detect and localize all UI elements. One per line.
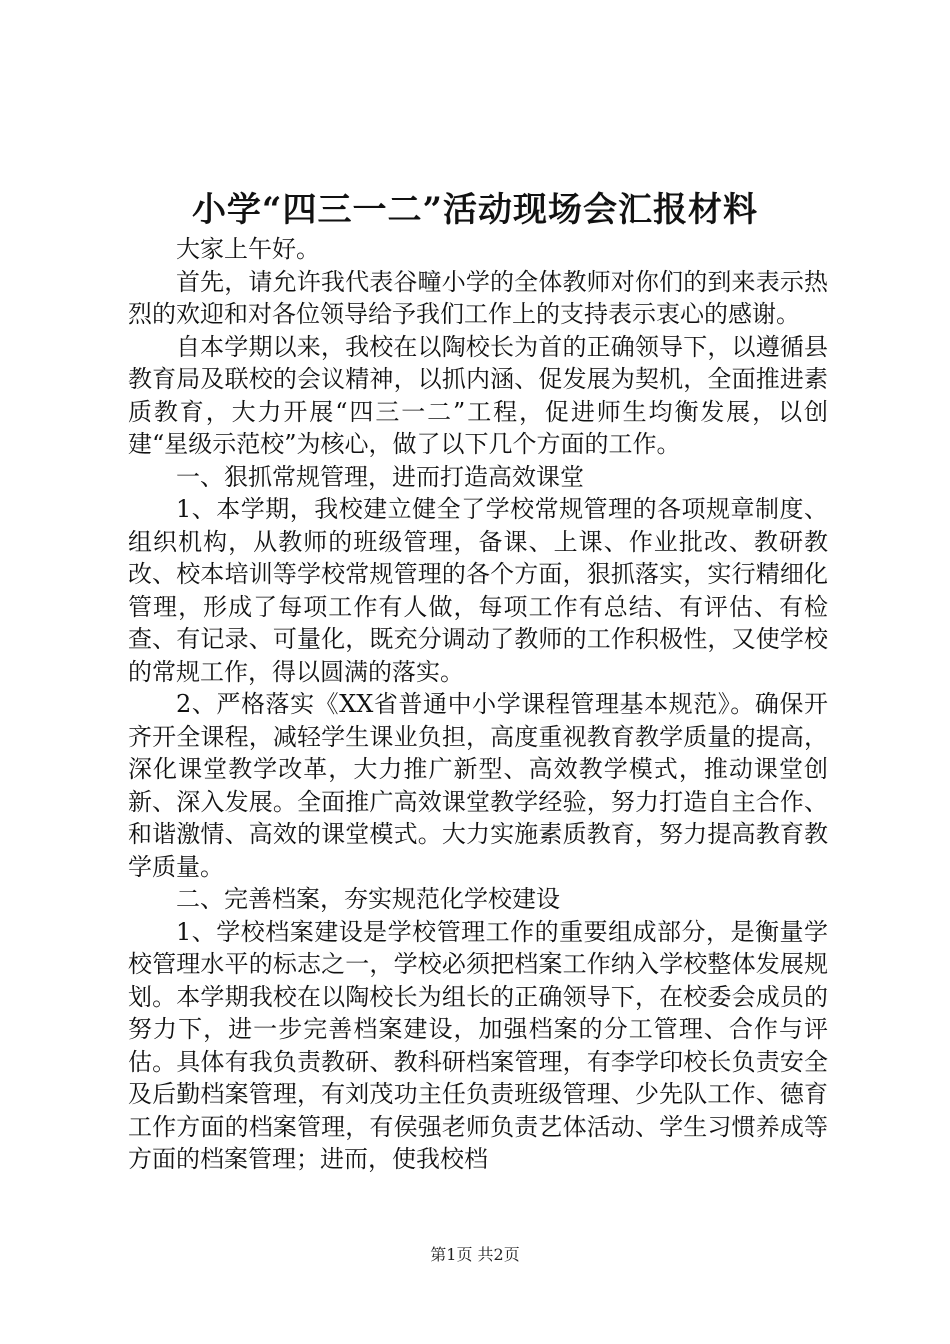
paragraph-intro: 自本学期以来，我校在以陶校长为首的正确领导下，以遵循县教育局及联校的会议精神，以抓内涵、促发展为契机，全面推进素质教育，大力开展“四三一二”工程，促进师生均衡发展，以创建“星级示范校”为核心，做了以下几个方面的工作。 (128, 332, 828, 458)
paragraph-2-1: 1、学校档案建设是学校管理工作的重要组成部分，是衡量学校管理水平的标志之一，学校必须把档案工作纳入学校整体发展规划。本学期我校在以陶校长为组长的正确领导下，在校委会成员的努力下，进一步完善档案建设，加强档案的分工管理、合作与评估。具体有我负责教研、教科研档案管理，有李学印校长负责安全及后勤档案管理，有刘茂功主任负责班级管理、少先队工作、德育工作方面的档案管理，有侯强老师负责艺体活动、学生习惯养成等方面的档案管理；进而，使我校档 (128, 917, 828, 1173)
document-title: 小学“四三一二”活动现场会汇报材料 (191, 190, 759, 230)
section-heading-1: 一、狠抓常规管理，进而打造高效课堂 (176, 462, 584, 491)
section-heading-2: 二、完善档案，夯实规范化学校建设 (176, 885, 560, 913)
document-body (128, 233, 828, 1176)
page-footer: 第1页 共2页 (430, 1245, 520, 1264)
paragraph-greeting: 大家上午好。 (176, 235, 320, 263)
paragraph-1-2: 2、严格落实《XX省普通中小学课程管理基本规范》。确保开齐开全课程，减轻学生课业负担，高度重视教育教学质量的提高，深化课堂教学改革，大力推广新型、高效教学模式，推动课堂创新、深入发展。全面推广高效课堂教学经验，努力打造自主合作、和谐激情、高效的课堂模式。大力实施素质教育，努力提高教育教学质量。 (128, 690, 828, 881)
paragraph-1-1: 1、本学期，我校建立健全了学校常规管理的各项规章制度、组织机构，从教师的班级管理，备课、上课、作业批改、教研教改、校本培训等学校常规管理的各个方面，狠抓落实，实行精细化管理，形成了每项工作有人做，每项工作有总结、有评估、有检查、有记录、可量化，既充分调动了教师的工作积极性，又使学校的常规工作，得以圆满的落实。 (128, 495, 828, 686)
paragraph-welcome: 首先，请允许我代表谷疃小学的全体教师对你们的到来表示热烈的欢迎和对各位领导给予我们工作上的支持表示衷心的感谢。 (128, 267, 828, 328)
